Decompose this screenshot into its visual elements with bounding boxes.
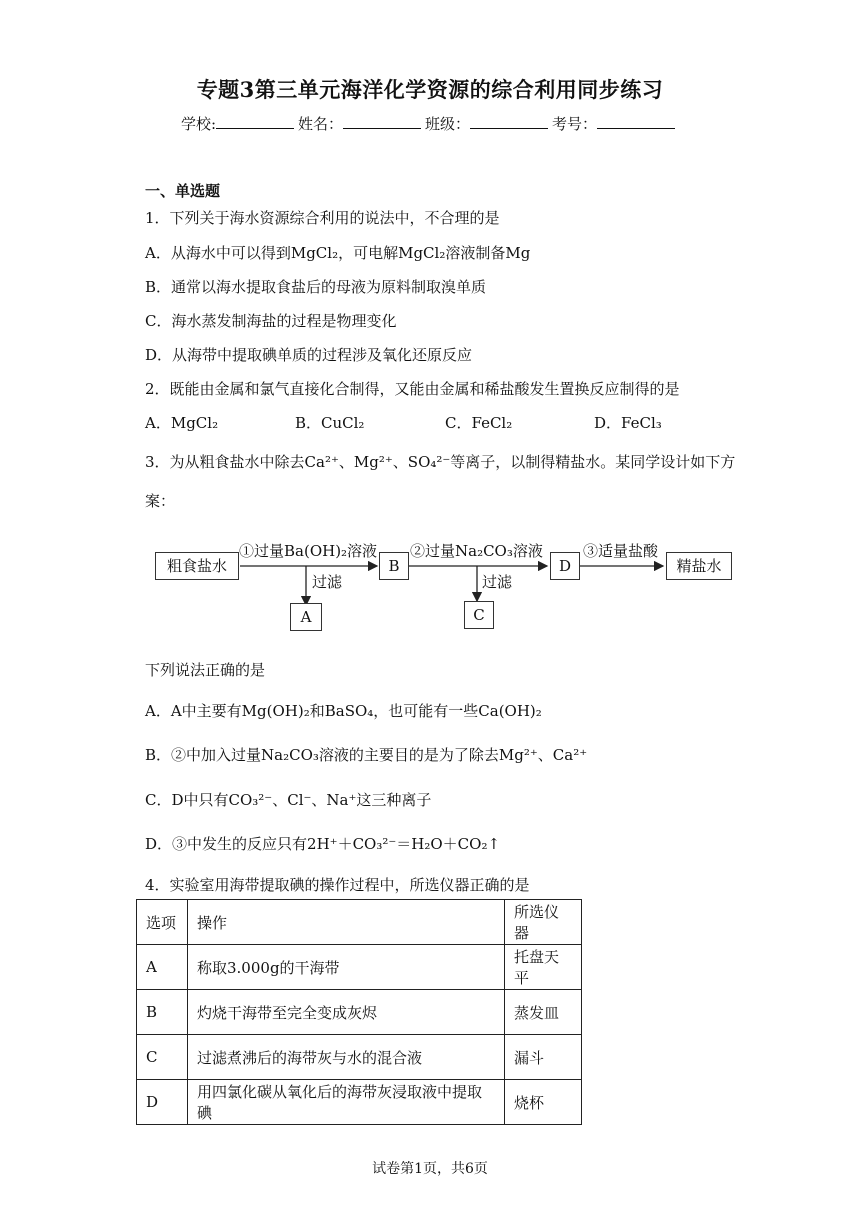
school-label: 学校: bbox=[180, 115, 216, 133]
cell-option: B bbox=[137, 990, 188, 1035]
q3-option-d: D．③中发生的反应只有2H⁺＋CO₃²⁻＝H₂O＋CO₂↑ bbox=[145, 835, 501, 853]
step3-label: ③适量盐酸 bbox=[583, 542, 659, 560]
table-row bbox=[137, 1080, 582, 1125]
q2-option-d: D．FeCl₃ bbox=[594, 414, 662, 432]
precipitate-c-box: C bbox=[464, 601, 494, 629]
cell-instrument: 蒸发皿 bbox=[505, 990, 582, 1035]
table-row bbox=[137, 990, 582, 1035]
student-info-line bbox=[0, 113, 860, 134]
cell-operation: 称取3.000g的干海带 bbox=[188, 945, 505, 990]
section-title: 一、单选题 bbox=[145, 182, 221, 200]
header-option: 选项 bbox=[137, 900, 188, 945]
refined-brine-box: 精盐水 bbox=[666, 552, 732, 580]
page-title: 专题3第三单元海洋化学资源的综合利用同步练习 bbox=[196, 77, 664, 102]
q3-option-a: A．A中主要有Mg(OH)₂和BaSO₄，也可能有一些Ca(OH)₂ bbox=[145, 702, 542, 720]
cell-operation: 过滤煮沸后的海带灰与水的混合液 bbox=[188, 1035, 505, 1080]
q1-option-c: C．海水蒸发制海盐的过程是物理变化 bbox=[145, 312, 397, 330]
q2-stem: 2．既能由金属和氯气直接化合制得，又能由金属和稀盐酸发生置换反应制得的是 bbox=[145, 380, 680, 398]
exam-no-blank[interactable] bbox=[597, 116, 675, 129]
class-blank[interactable] bbox=[470, 116, 548, 129]
step2-label: ②过量Na₂CO₃溶液 bbox=[410, 542, 543, 560]
q3-option-b: B．②中加入过量Na₂CO₃溶液的主要目的是为了除去Mg²⁺、Ca²⁺ bbox=[145, 746, 588, 764]
step1-label: ①过量Ba(OH)₂溶液 bbox=[239, 542, 378, 560]
class-label: 班级： bbox=[425, 115, 471, 133]
precipitate-a-box: A bbox=[290, 603, 322, 631]
cell-operation: 用四氯化碳从氧化后的海带灰浸取液中提取碘 bbox=[188, 1080, 505, 1125]
cell-instrument: 漏斗 bbox=[505, 1035, 582, 1080]
table-row bbox=[137, 945, 582, 990]
q1-option-b: B．通常以海水提取食盐后的母液为原料制取溴单质 bbox=[145, 278, 487, 296]
q2-option-b: B．CuCl₂ bbox=[295, 414, 365, 432]
school-blank[interactable] bbox=[216, 116, 294, 129]
page-footer: 试卷第1页，共6页 bbox=[372, 1161, 488, 1177]
exam-no-label: 考号： bbox=[552, 115, 598, 133]
q4-stem: 4．实验室用海带提取碘的操作过程中，所选仪器正确的是 bbox=[145, 876, 530, 894]
cell-option: D bbox=[137, 1080, 188, 1125]
cell-operation: 灼烧干海带至完全变成灰烬 bbox=[188, 990, 505, 1035]
flow-diagram bbox=[150, 533, 750, 638]
q3-prompt: 下列说法正确的是 bbox=[145, 661, 266, 679]
q1-option-a: A．从海水中可以得到MgCl₂，可电解MgCl₂溶液制备Mg bbox=[145, 244, 531, 262]
solution-b-box: B bbox=[379, 552, 409, 580]
cell-option: A bbox=[137, 945, 188, 990]
filter2-label: 过滤 bbox=[482, 573, 513, 591]
q3-stem-cont: 案： bbox=[145, 492, 176, 510]
q1-option-d: D．从海带中提取碘单质的过程涉及氧化还原反应 bbox=[145, 346, 473, 364]
q4-table bbox=[136, 899, 582, 1125]
cell-instrument: 托盘天平 bbox=[505, 945, 582, 990]
q2-option-a: A．MgCl₂ bbox=[145, 414, 219, 432]
header-instrument: 所选仪器 bbox=[505, 900, 582, 945]
solution-d-box: D bbox=[550, 552, 580, 580]
table-header-row bbox=[137, 900, 582, 945]
q2-option-c: C．FeCl₂ bbox=[445, 414, 513, 432]
q1-stem: 1．下列关于海水资源综合利用的说法中，不合理的是 bbox=[145, 209, 500, 227]
name-blank[interactable] bbox=[343, 116, 421, 129]
name-label: 姓名： bbox=[298, 115, 344, 133]
crude-brine-box: 粗食盐水 bbox=[155, 552, 239, 580]
q3-stem: 3．为从粗食盐水中除去Ca²⁺、Mg²⁺、SO₄²⁻等离子，以制得精盐水。某同学设计如下方 bbox=[145, 453, 736, 471]
filter1-label: 过滤 bbox=[312, 573, 343, 591]
q3-option-c: C．D中只有CO₃²⁻、Cl⁻、Na⁺这三种离子 bbox=[145, 791, 432, 809]
cell-instrument: 烧杯 bbox=[505, 1080, 582, 1125]
cell-option: C bbox=[137, 1035, 188, 1080]
header-operation: 操作 bbox=[188, 900, 505, 945]
table-row bbox=[137, 1035, 582, 1080]
